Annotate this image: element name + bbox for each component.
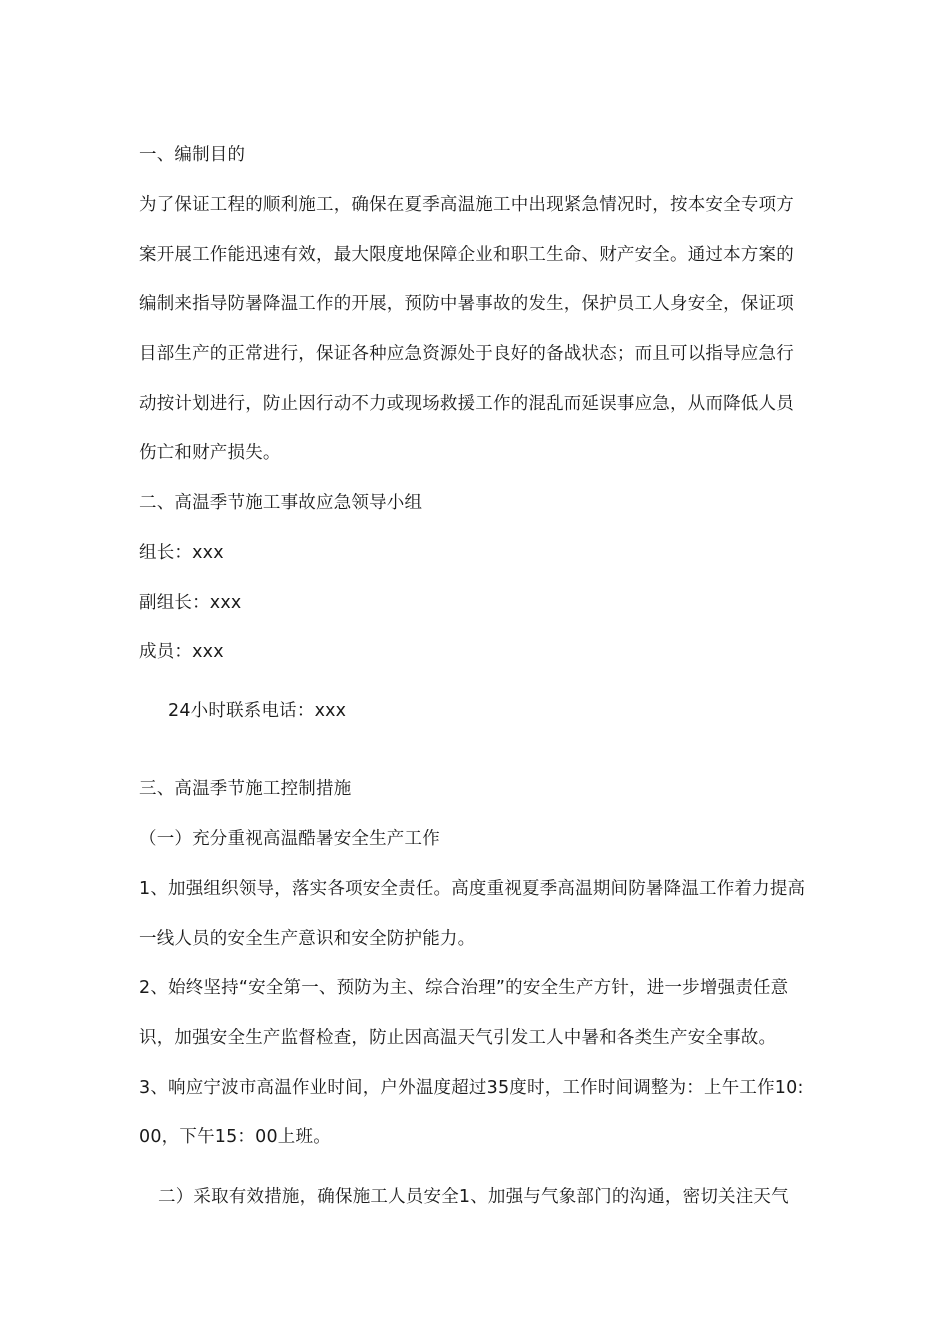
paragraph-line: 编制来指导防暑降温工作的开展，预防中暑事故的发生，保护员工人身安全，保证项 — [139, 294, 794, 314]
section-heading-measures: 三、高温季节施工控制措施 — [139, 779, 352, 799]
hotline-line: 24小时联系电话：xxx — [168, 701, 347, 721]
list-item-line: 2、始终坚持“安全第一、预防为主、综合治理”的安全生产方针，进一步增强责任意 — [139, 978, 789, 998]
list-item-line: 3、响应宁波市高温作业时间，户外温度超过35度时，工作时间调整为：上午工作10: — [139, 1078, 804, 1098]
list-item-line: 识，加强安全生产监督检查，防止因高温天气引发工人中暑和各类生产安全事故。 — [139, 1028, 777, 1048]
list-item-line: 一线人员的安全生产意识和安全防护能力。 — [139, 929, 476, 949]
subheading-attention: （一）充分重视高温酷暑安全生产工作 — [139, 829, 440, 849]
paragraph-line: 为了保证工程的顺利施工，确保在夏季高温施工中出现紧急情况时，按本安全专项方 — [139, 195, 794, 215]
paragraph-line: 目部生产的正常进行，保证各种应急资源处于良好的备战状态；而且可以指导应急行 — [139, 344, 794, 364]
leader-line: 组长：xxx — [139, 543, 224, 563]
section-heading-purpose: 一、编制目的 — [139, 145, 246, 165]
list-item-line: 1、加强组织领导，落实各项安全责任。高度重视夏季高温期间防暑降温工作着力提高 — [139, 879, 806, 899]
paragraph-line: 案开展工作能迅速有效，最大限度地保障企业和职工生命、财产安全。通过本方案的 — [139, 245, 794, 265]
members-line: 成员：xxx — [139, 642, 224, 662]
subheading-measures: 二）采取有效措施，确保施工人员安全1、加强与气象部门的沟通，密切关注天气 — [158, 1187, 789, 1207]
paragraph-line: 动按计划进行，防止因行动不力或现场救援工作的混乱而延误事应急，从而降低人员 — [139, 394, 794, 414]
list-item-line: 00，下午15：00上班。 — [139, 1127, 331, 1147]
section-heading-leadership: 二、高温季节施工事故应急领导小组 — [139, 493, 423, 513]
paragraph-line: 伤亡和财产损失。 — [139, 443, 281, 463]
vice-leader-line: 副组长：xxx — [139, 593, 242, 613]
